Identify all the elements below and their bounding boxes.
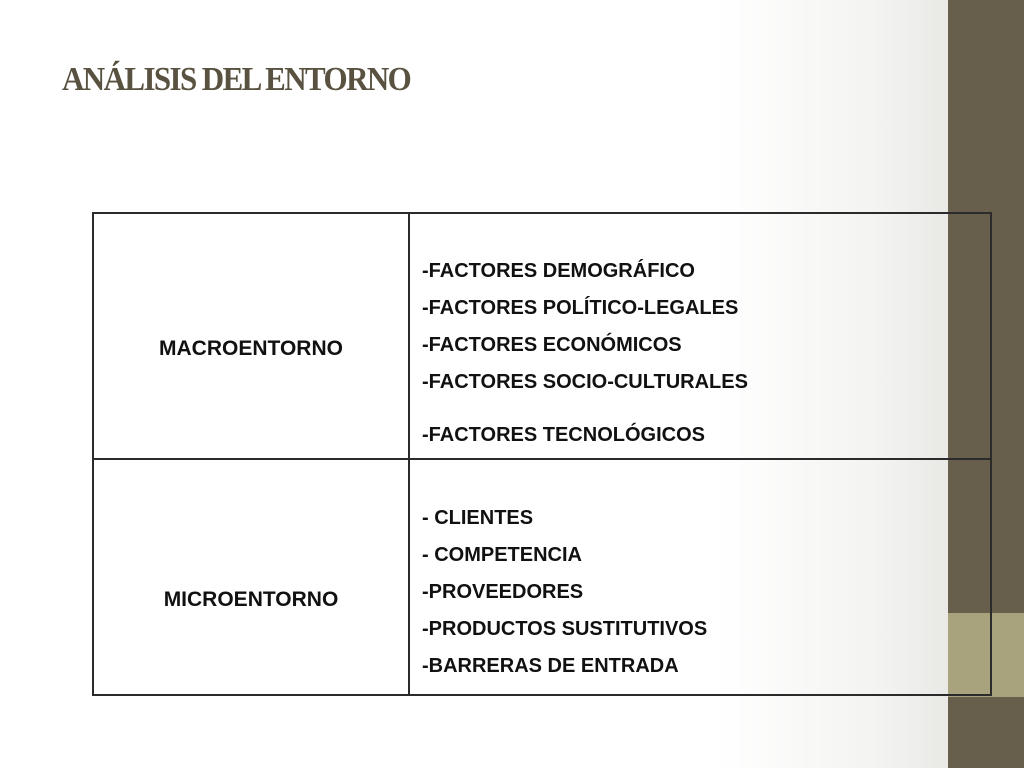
table-row-label — [94, 214, 410, 460]
list-item: - CLIENTES — [422, 507, 534, 529]
list-item: -FACTORES ECONÓMICOS — [422, 334, 682, 356]
macroentorno-factor-list — [410, 214, 990, 460]
list-item: -FACTORES SOCIO-CULTURALES — [422, 371, 748, 393]
list-item: - COMPETENCIA — [422, 544, 582, 566]
list-item: -FACTORES TECNOLÓGICOS — [422, 424, 705, 446]
microentorno-label: MICROENTORNO — [163, 588, 339, 611]
page-title: ANÁLISIS DEL ENTORNO — [62, 60, 411, 98]
environment-analysis-table — [92, 212, 992, 696]
list-item: -PROVEEDORES — [422, 581, 584, 603]
list-item: -PRODUCTOS SUSTITUTIVOS — [422, 618, 708, 640]
microentorno-factor-list — [410, 460, 990, 694]
table-row-label — [94, 460, 410, 694]
list-item: -FACTORES POLÍTICO-LEGALES — [422, 297, 739, 319]
macroentorno-label: MACROENTORNO — [159, 337, 343, 360]
list-item: -BARRERAS DE ENTRADA — [422, 655, 679, 677]
list-item: -FACTORES DEMOGRÁFICO — [422, 260, 695, 282]
